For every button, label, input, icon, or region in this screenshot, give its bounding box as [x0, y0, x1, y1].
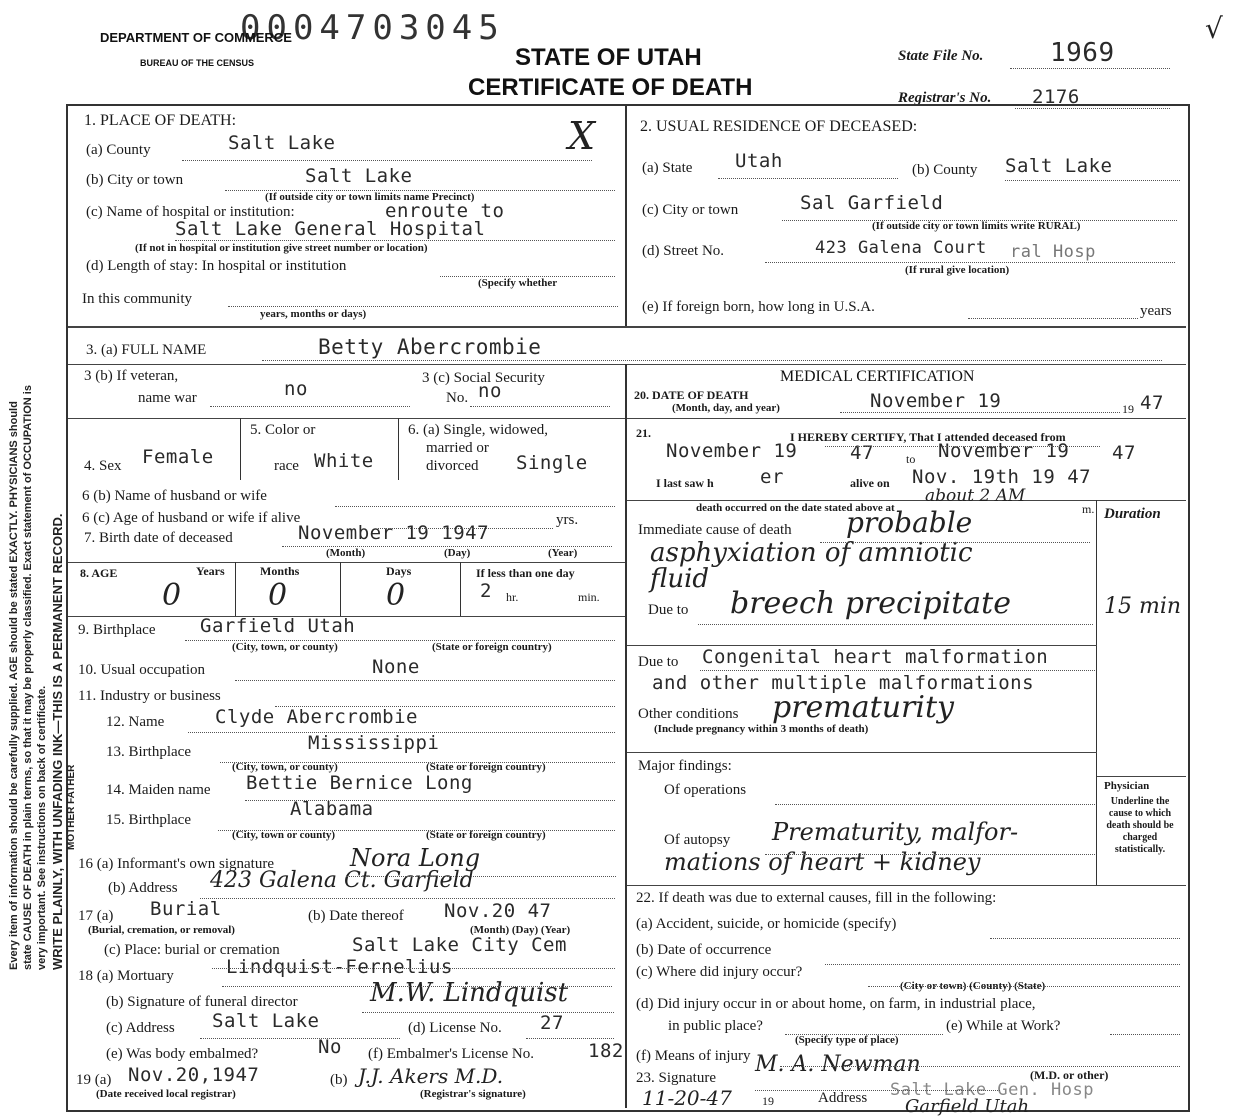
certify-number: 21. [636, 426, 651, 440]
father-name-label: 12. Name [106, 714, 165, 730]
registrar-label: Registrar's No. [898, 90, 992, 106]
mortuary-label: 18 (a) Mortuary [78, 968, 174, 984]
age-years-label: Years [196, 564, 225, 578]
res-street-label: (d) Street No. [642, 243, 725, 259]
attended-from-year: 47 [850, 442, 874, 464]
immediate-cause-3: fluid [650, 564, 710, 594]
alive-on-label: alive on [850, 476, 890, 490]
ss-label-2: No. [446, 390, 469, 406]
hospital-value-2: Salt Lake General Hospital [175, 218, 486, 240]
dod-year: 47 [1140, 392, 1164, 414]
sidebar-instructions-3: very important. See instructions on back of certificate. [36, 685, 48, 970]
res-county-label: (b) County [912, 162, 978, 178]
physician-box-title: Physician [1104, 780, 1150, 792]
industry-label: 11. Industry or business [78, 688, 221, 704]
sidebar-instructions-1: Every item of information should be carefully supplied. AGE should be stated EXACTLY. PHYSICIANS should [8, 401, 20, 970]
major-findings-label: Major findings: [638, 758, 732, 774]
res-city-label: (c) City or town [642, 202, 739, 218]
external-d2: in public place? [668, 1018, 763, 1034]
ss-label-1: 3 (c) Social Security [422, 370, 545, 386]
last-saw-label: I last saw h [656, 476, 714, 490]
residence-heading: 2. USUAL RESIDENCE OF DECEASED: [640, 118, 918, 135]
burial-date-label: (b) Date thereof [308, 908, 404, 924]
res-foreign-label: (e) If foreign born, how long in U.S.A. [642, 299, 875, 315]
license-value: 27 [540, 1012, 564, 1034]
community-label: In this community [82, 291, 192, 307]
state-title: STATE OF UTAH [515, 44, 702, 71]
mortuary-value: Lindquist-Fernelius [226, 956, 453, 978]
to-label: to [906, 452, 916, 466]
external-c-note: (City or town) (County) (State) [900, 980, 1046, 992]
hospital-label: (c) Name of hospital or institution: [86, 204, 295, 220]
external-b: (b) Date of occurrence [636, 942, 772, 958]
due-to-value-1: breech precipitate [730, 586, 1011, 621]
res-city-value: Sal Garfield [800, 192, 944, 214]
physician-address-value: Salt Lake Gen. Hosp [890, 1080, 1094, 1100]
department-label: DEPARTMENT OF COMMERCE [100, 30, 292, 45]
other-conditions-value: prematurity [772, 690, 954, 725]
other-conditions-label: Other conditions [638, 706, 739, 722]
father-birthplace-label: 13. Birthplace [106, 744, 191, 760]
father-birthplace-value: Mississippi [308, 732, 440, 754]
ymd-label: years, months or days) [260, 308, 367, 320]
res-state-value: Utah [735, 150, 783, 172]
certify-text: I HEREBY CERTIFY, That I attended deceased from [790, 430, 1066, 444]
mother-father-tag: MOTHER FATHER [66, 764, 77, 850]
burial-date-note: (Month) (Day) (Year) [470, 924, 571, 936]
external-d-note: (Specify type of place) [795, 1034, 899, 1046]
license-label: (d) License No. [408, 1020, 502, 1036]
state-file-number: 1969 [1050, 38, 1115, 68]
age-months-label: Months [260, 564, 300, 578]
sidebar-permanent-record: WRITE PLAINLY, WITH UNFADING INK—THIS IS A PERMANENT RECORD. [50, 513, 65, 970]
age-label: 8. AGE [80, 566, 118, 580]
marital-label-1: 6. (a) Single, widowed, [408, 422, 548, 438]
physician-address-value-2: Garfield Utah [905, 1096, 1030, 1117]
due-to-value-2a: Congenital heart malformation [702, 646, 1049, 668]
dod-prefix: 19 [1122, 402, 1134, 416]
place-of-death-heading: 1. PLACE OF DEATH: [84, 112, 237, 129]
birthplace-state-note: (State or foreign country) [432, 641, 552, 653]
res-street-note: (If rural give location) [905, 264, 1010, 276]
page-title: CERTIFICATE OF DEATH [468, 74, 753, 101]
embalmed-value: No [318, 1036, 342, 1058]
color-value: White [314, 450, 374, 472]
informant-signature: Nora Long [350, 844, 481, 872]
mother-name-value: Bettie Bernice Long [246, 772, 473, 794]
birthplace-city-note: (City, town, or county) [232, 641, 338, 653]
attended-to-year: 47 [1112, 442, 1136, 464]
due-to-label-2: Due to [638, 654, 679, 670]
received-note: (Date received local registrar) [96, 1088, 236, 1100]
death-city-value: Salt Lake [305, 165, 413, 187]
hr-label: hr. [506, 590, 519, 604]
father-name-value: Clyde Abercrombie [215, 706, 418, 728]
mortuary-address-label: (c) Address [106, 1020, 175, 1036]
external-d1: (d) Did injury occur in or about home, on farm, in industrial place, [636, 996, 1036, 1012]
due-to-label-1: Due to [648, 602, 689, 618]
ss-value: no [478, 380, 502, 402]
res-street-overprint: ral Hosp [1010, 242, 1096, 262]
specify-label: (Specify whether [478, 277, 558, 289]
check-mark: √ [1205, 12, 1223, 45]
dod-label-2: (Month, day, and year) [672, 402, 780, 414]
duration-label: Duration [1104, 506, 1161, 522]
min-label: min. [578, 590, 600, 604]
sidebar-instructions-2: state CAUSE OF DEATH in plain terms, so that it may be properly classified. Exact statement of OCCUPATION is [22, 385, 34, 970]
hospital-value-1: enroute to [385, 200, 505, 222]
signature-date: 11-20-47 [642, 1086, 732, 1110]
signature-label: 23. Signature [636, 1070, 716, 1086]
age-days-label: Days [386, 564, 412, 578]
occupation-value: None [372, 656, 420, 678]
informant-address-label: (b) Address [108, 880, 178, 896]
bureau-label: BUREAU OF THE CENSUS [140, 58, 255, 68]
place-mark: X [568, 114, 596, 158]
immediate-cause-2: asphyxiation of amniotic [650, 538, 973, 568]
day-note: (Day) [444, 547, 471, 559]
city-note: (If outside city or town limits name Precinct) [265, 191, 475, 203]
mother-city-note: (City, town or county) [232, 829, 336, 841]
mother-name-label: 14. Maiden name [106, 782, 211, 798]
registrar-number: 2176 [1032, 86, 1080, 108]
full-name-value: Betty Abercrombie [318, 335, 542, 359]
received-label: 19 (a) [76, 1072, 112, 1088]
nineteen-label: 19 [762, 1094, 774, 1108]
informant-sig-label: 16 (a) Informant's own signature [78, 856, 274, 872]
operations-label: Of operations [664, 782, 747, 798]
occupation-label: 10. Usual occupation [78, 662, 206, 678]
autopsy-label: Of autopsy [664, 832, 731, 848]
age-years-value: 0 [162, 578, 182, 613]
marital-label-3: divorced [426, 458, 479, 474]
last-saw-her: er [760, 466, 784, 488]
state-file-label: State File No. [898, 48, 984, 64]
birthplace-value: Garfield Utah [200, 615, 356, 637]
embalmer-label: (f) Embalmer's License No. [368, 1046, 534, 1062]
stay-label: (d) Length of stay: In hospital or institution [86, 258, 347, 274]
external-e: (e) While at Work? [946, 1018, 1061, 1034]
medical-heading: MEDICAL CERTIFICATION [780, 368, 975, 385]
external-c: (c) Where did injury occur? [636, 964, 803, 980]
physician-address-label: Address [818, 1090, 868, 1106]
birth-date-value: November 19 1947 [298, 522, 490, 544]
physician-signature: M. A. Newman [755, 1052, 921, 1077]
director-label: (b) Signature of funeral director [106, 994, 298, 1010]
veteran-value: no [284, 378, 308, 400]
mother-birthplace-value: Alabama [290, 798, 374, 820]
full-name-label: 3. (a) FULL NAME [86, 342, 207, 358]
director-signature: M.W. Lindquist [370, 978, 569, 1008]
autopsy-value-2: mations of heart + kidney [664, 848, 981, 876]
death-time: about 2 AM [925, 486, 1026, 506]
veteran-label-1: 3 (b) If veteran, [84, 368, 179, 384]
registrar-sig-note: (Registrar's signature) [420, 1088, 526, 1100]
received-value: Nov.20,1947 [128, 1064, 260, 1086]
physician-box-text: Underline the cause to which death should be charged statistically. [1106, 796, 1174, 855]
burial-method-value: Burial [150, 898, 222, 920]
external-heading: 22. If death was due to external causes, fill in the following: [636, 890, 997, 906]
res-street-value: 423 Galena Court [815, 238, 987, 258]
year-note: (Year) [548, 547, 578, 559]
burial-place-label: (c) Place: burial or cremation [104, 942, 280, 958]
marital-value: Single [516, 452, 588, 474]
mother-state-note: (State or foreign country) [426, 829, 546, 841]
age-days-value: 0 [386, 578, 406, 613]
burial-date-value: Nov.20 47 [444, 900, 552, 922]
attended-from: November 19 [666, 440, 798, 462]
due-to-value-2b: and other multiple malformations [652, 672, 1035, 694]
immediate-cause-label: Immediate cause of death [638, 522, 792, 538]
external-f: (f) Means of injury [636, 1048, 751, 1064]
husband-age-label: 6 (c) Age of husband or wife if alive [82, 510, 301, 526]
external-a: (a) Accident, suicide, or homicide (specify) [636, 916, 897, 932]
birth-date-label: 7. Birth date of deceased [84, 530, 233, 546]
father-city-note: (City, town, or county) [232, 761, 338, 773]
burial-place-value: Salt Lake City Cem [352, 934, 567, 956]
hospital-note: (If not in hospital or institution give street number or location) [135, 242, 428, 254]
pregnancy-note: (Include pregnancy within 3 months of death) [654, 723, 869, 735]
age-hours-value: 2 [480, 580, 492, 602]
res-city-note: (If outside city or town limits write RURAL) [872, 220, 1081, 232]
informant-address-value: 423 Galena Ct. Garfield [210, 868, 474, 893]
autopsy-value-1: Prematurity, malfor- [772, 818, 1019, 846]
color-label-1: 5. Color or [250, 422, 316, 438]
burial-method-note: (Burial, cremation, or removal) [88, 924, 235, 936]
death-occurred-label: death occurred on the date stated above at [696, 502, 895, 514]
embalmer-value: 182 [588, 1040, 624, 1062]
duration-value-1: 15 min [1104, 594, 1182, 619]
immediate-cause-1: probable [846, 506, 973, 539]
md-note: (M.D. or other) [1030, 1068, 1109, 1082]
last-saw-date: Nov. 19th 19 47 [912, 466, 1092, 488]
age-less-label: If less than one day [476, 566, 575, 580]
yrs-label: yrs. [556, 512, 579, 528]
marital-label-2: married or [426, 440, 489, 456]
sex-label: 4. Sex [84, 458, 122, 474]
mortuary-address-value: Salt Lake [212, 1010, 320, 1032]
res-state-label: (a) State [642, 160, 693, 176]
m-label: m. [1082, 502, 1095, 516]
veteran-label-2: name war [138, 390, 197, 406]
attended-to: November 19 [938, 440, 1070, 462]
husband-label: 6 (b) Name of husband or wife [82, 488, 267, 504]
death-county-value: Salt Lake [228, 132, 336, 154]
birthplace-label: 9. Birthplace [78, 622, 156, 638]
color-label-2: race [274, 458, 299, 474]
month-note: (Month) [326, 547, 366, 559]
registrar-sig-label: (b) [330, 1072, 348, 1088]
burial-label: 17 (a) [78, 908, 114, 924]
age-months-value: 0 [268, 578, 288, 613]
res-county-value: Salt Lake [1005, 155, 1113, 177]
sex-value: Female [142, 446, 214, 468]
county-label: (a) County [86, 142, 151, 158]
city-label: (b) City or town [86, 172, 184, 188]
father-state-note: (State or foreign country) [426, 761, 546, 773]
embalmed-label: (e) Was body embalmed? [106, 1046, 259, 1062]
dod-value: November 19 [870, 390, 1002, 412]
dod-label-1: 20. DATE OF DEATH [634, 388, 749, 402]
res-years-label: years [1140, 303, 1172, 319]
certificate-number: 0004703045 [240, 8, 505, 48]
registrar-signature: J.J. Akers M.D. [358, 1064, 504, 1088]
mother-birthplace-label: 15. Birthplace [106, 812, 191, 828]
